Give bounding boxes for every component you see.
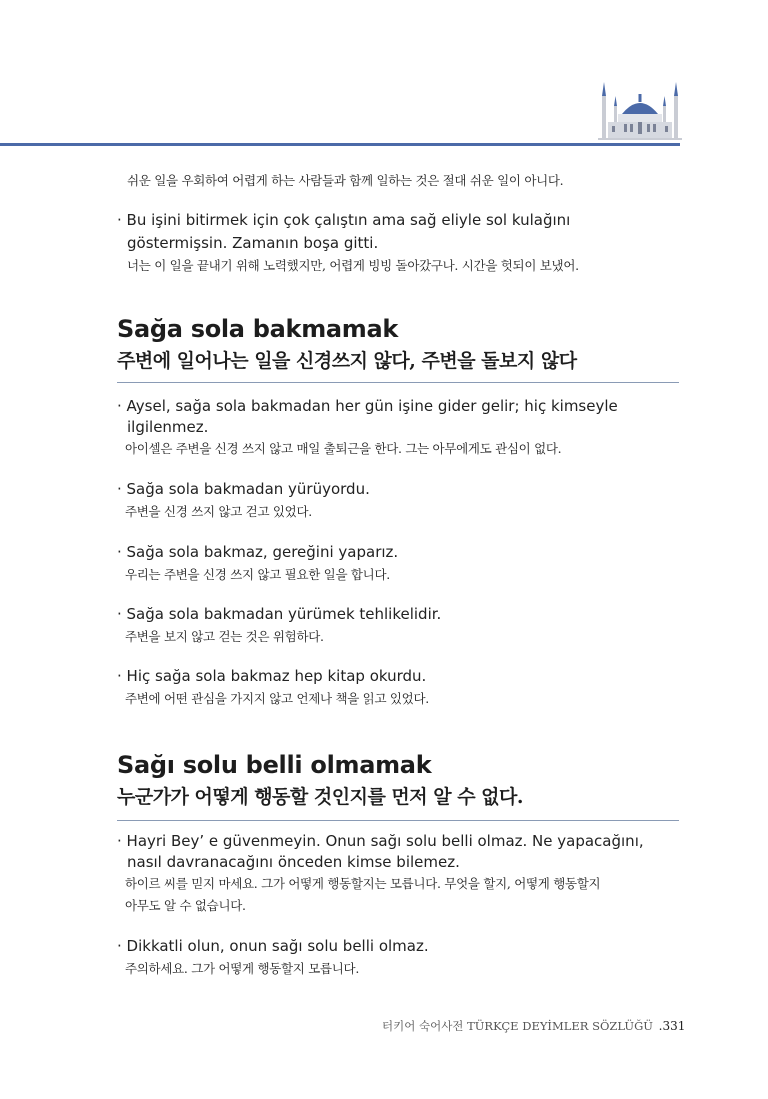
section-divider bbox=[117, 820, 679, 821]
example-turkish: · Dikkatli olun, onun sağı solu belli olmaz. bbox=[117, 937, 429, 955]
example-turkish: · Sağa sola bakmaz, gereğini yaparız. bbox=[117, 543, 399, 561]
example-turkish: ilgilenmez. bbox=[127, 418, 209, 436]
example-translation: 주의하세요. 그가 어떻게 행동할지 모릅니다. bbox=[125, 961, 359, 976]
example-turkish: · Hayri Bey’ e güvenmeyin. Onun sağı solu belli olmaz. Ne yapacağını, bbox=[117, 832, 644, 850]
example-turkish: nasıl davranacağını önceden kimse bilemez. bbox=[127, 853, 460, 871]
example-turkish: · Sağa sola bakmadan yürümek tehlikelidir. bbox=[117, 605, 442, 623]
book-title: 터키어 숙어사전 TÜRKÇE DEYİMLER SÖZLÜĞÜ bbox=[382, 1019, 653, 1033]
example-translation: 너는 이 일을 끝내기 위해 노력했지만, 어렵게 빙빙 돌아갔구나. 시간을 헛되이 보냈어. bbox=[127, 258, 579, 273]
example-translation: 주변을 보지 않고 걷는 것은 위험하다. bbox=[125, 629, 324, 644]
idiom-meaning: 주변에 일어나는 일을 신경쓰지 않다, 주변을 돌보지 않다 bbox=[117, 350, 577, 372]
example-translation: 하이르 씨를 믿지 마세요. 그가 어떻게 행동할지는 모릅니다. 무엇을 할지, 어떻게 행동할지 bbox=[125, 876, 601, 891]
example-turkish: · Hiç sağa sola bakmaz hep kitap okurdu. bbox=[117, 667, 427, 685]
example-translation: 아무도 알 수 없습니다. bbox=[125, 898, 246, 913]
page-number: .331 bbox=[658, 1019, 686, 1033]
example-translation: 우리는 주변을 신경 쓰지 않고 필요한 일을 합니다. bbox=[125, 567, 390, 582]
idiom-title: Sağa sola bakmamak bbox=[117, 315, 399, 343]
idiom-meaning: 누군가가 어떻게 행동할 것인지를 먼저 알 수 없다. bbox=[117, 786, 523, 808]
example-turkish: göstermişsin. Zamanın boşa gitti. bbox=[127, 234, 379, 252]
example-translation: 주변에 어떤 관심을 가지지 않고 언제나 책을 읽고 있었다. bbox=[125, 691, 429, 706]
example-turkish: · Sağa sola bakmadan yürüyordu. bbox=[117, 480, 370, 498]
example-translation: 주변을 신경 쓰지 않고 걷고 있었다. bbox=[125, 504, 312, 519]
example-turkish: · Bu işini bitirmek için çok çalıştın ama sağ eliyle sol kulağını bbox=[117, 211, 571, 229]
example-translation: 아이셀은 주변을 신경 쓰지 않고 매일 출퇴근을 한다. 그는 아무에게도 관심이 없다. bbox=[125, 441, 562, 456]
example-turkish: · Aysel, sağa sola bakmadan her gün işine gider gelir; hiç kimseyle bbox=[117, 397, 618, 415]
mosque-icon bbox=[598, 78, 682, 144]
header-rule bbox=[0, 143, 680, 146]
continuation-translation: 쉬운 일을 우회하여 어렵게 하는 사람들과 함께 일하는 것은 절대 쉬운 일이 아니다. bbox=[127, 173, 564, 188]
page-footer bbox=[382, 1018, 685, 1034]
section-divider bbox=[117, 382, 679, 383]
idiom-title: Sağı solu belli olmamak bbox=[117, 751, 432, 779]
